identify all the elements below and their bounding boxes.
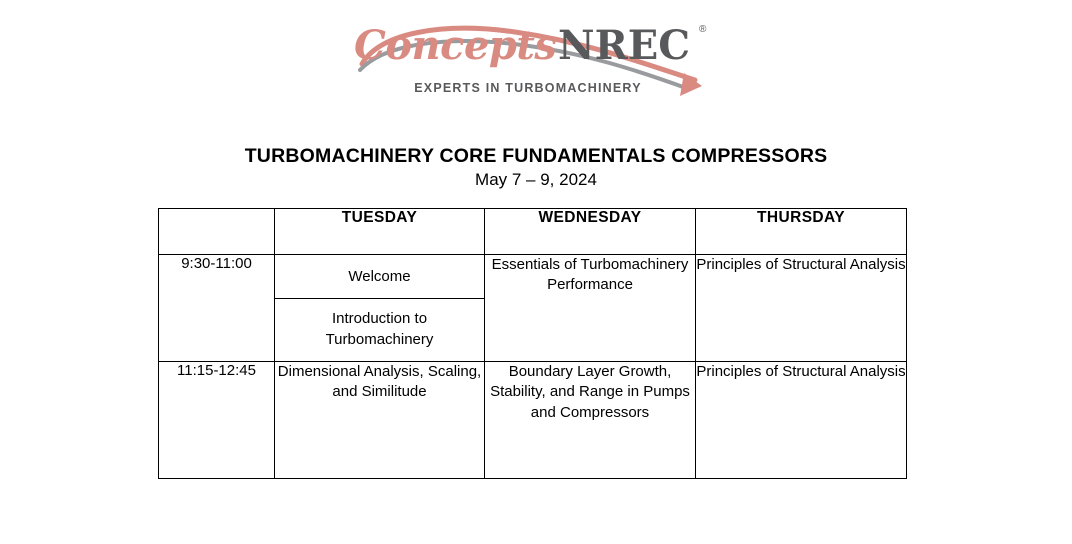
session-tuesday-slot-1-part-2: Introduction to Turbomachinery — [325, 310, 434, 348]
session-tuesday-slot-1-part-1: Welcome — [275, 255, 484, 299]
logo-word-nrec: NREC — [558, 22, 691, 69]
time-slot-1: 9:30-11:00 — [159, 255, 275, 362]
session-tuesday-slot-1 — [275, 255, 485, 362]
session-thursday-slot-1: Principles of Structural Analysis — [696, 255, 907, 362]
schedule-table — [158, 208, 907, 479]
table-row — [159, 362, 907, 479]
time-slot-2: 11:15-12:45 — [159, 362, 275, 479]
table-corner-cell — [159, 209, 275, 255]
session-thursday-slot-2: Principles of Structural Analysis — [696, 362, 907, 479]
session-wednesday-slot-2: Boundary Layer Growth, Stability, and Range in Pumps and Compressors — [485, 362, 696, 479]
concepts-nrec-logo — [350, 18, 720, 104]
logo-word-concepts: Concepts — [354, 22, 557, 69]
table-header-row — [159, 209, 907, 255]
page-subtitle-dates: May 7 – 9, 2024 — [475, 170, 597, 189]
column-header-thursday: THURSDAY — [696, 209, 907, 255]
logo-tagline: EXPERTS IN TURBOMACHINERY — [414, 81, 642, 95]
table-row — [159, 255, 907, 362]
session-wednesday-slot-1: Essentials of Turbomachinery Performance — [485, 255, 696, 362]
column-header-wednesday: WEDNESDAY — [485, 209, 696, 255]
column-header-tuesday: TUESDAY — [275, 209, 485, 255]
session-tuesday-slot-2: Dimensional Analysis, Scaling, and Similitude — [275, 362, 485, 479]
schedule-table-container — [158, 208, 906, 479]
page-title: TURBOMACHINERY CORE FUNDAMENTALS COMPRESSORS — [244, 145, 828, 167]
registered-trademark-icon: ® — [699, 24, 707, 35]
